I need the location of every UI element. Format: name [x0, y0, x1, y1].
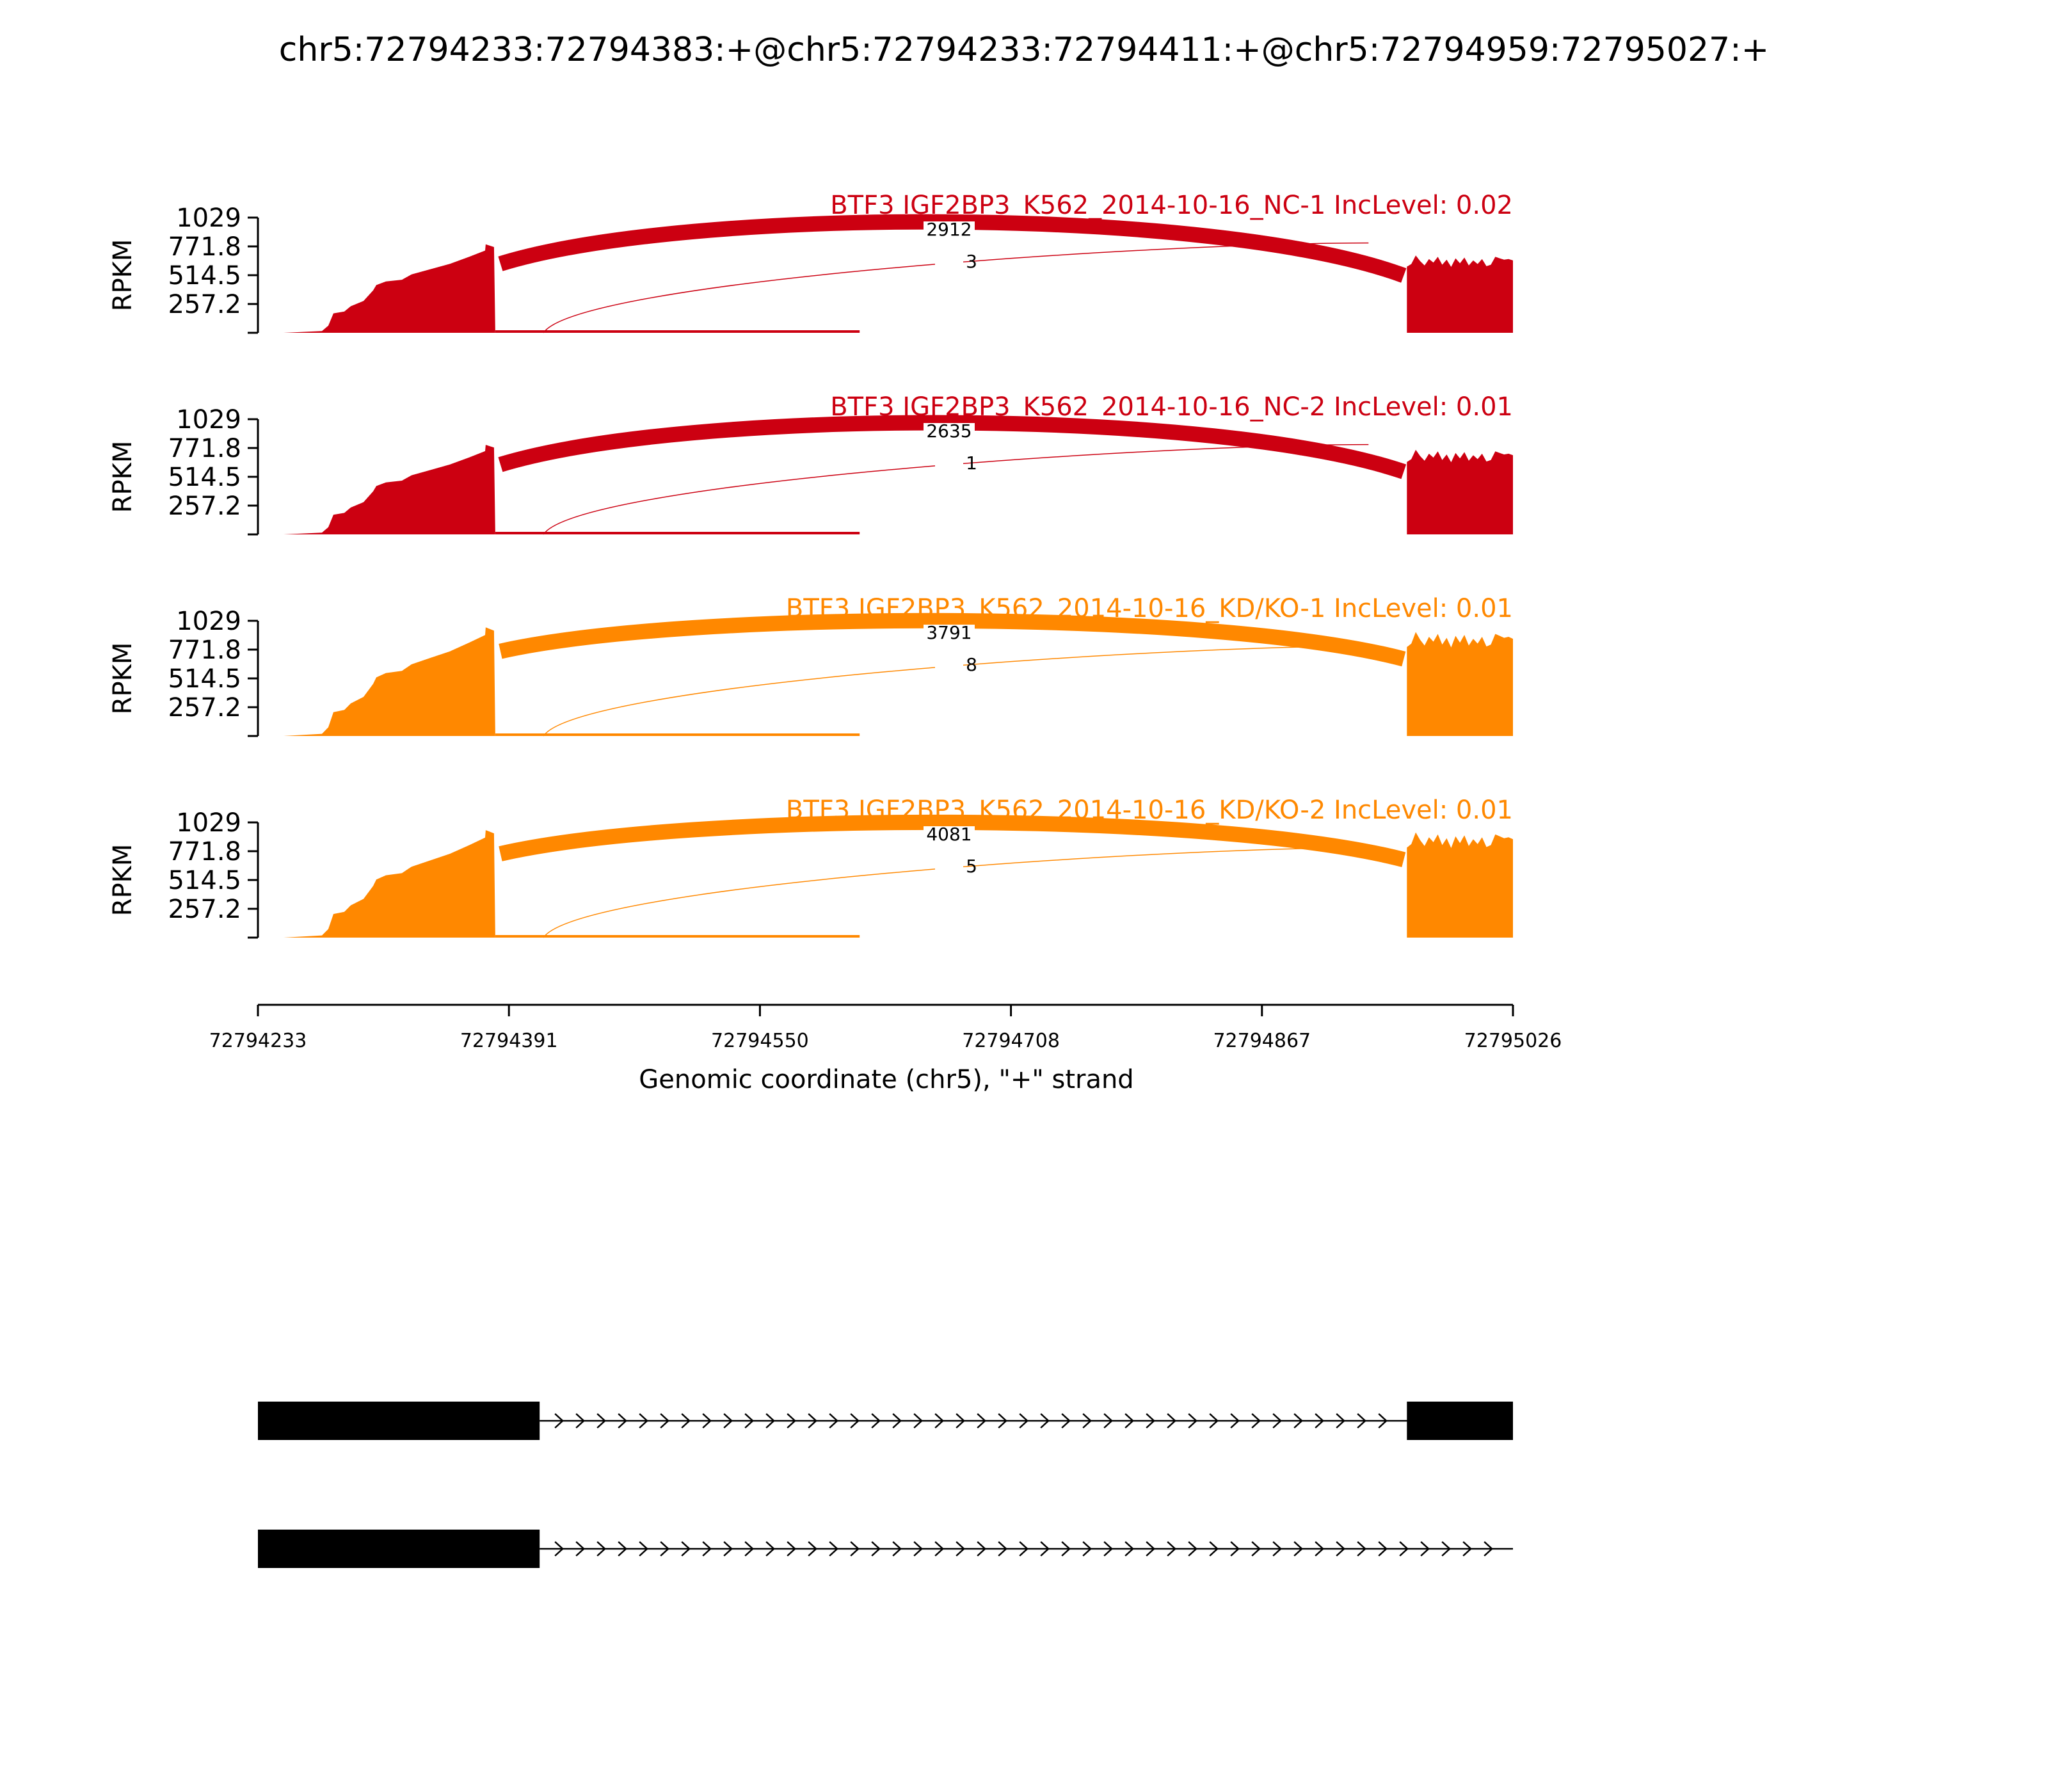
y-tick-label-3-0: 1029 — [176, 607, 241, 636]
junction-count-minor-2: 1 — [966, 452, 977, 474]
y-axis-label-1: RPKM — [108, 239, 138, 312]
coverage-low-3 — [495, 733, 860, 736]
y-tick-label-2-2: 514.5 — [168, 463, 241, 492]
y-tick-label-4-2: 514.5 — [168, 866, 241, 895]
junction-label-box-minor-1 — [935, 252, 963, 273]
y-tick-label-1-3: 257.2 — [168, 290, 241, 320]
y-tick-label-2-1: 771.8 — [168, 433, 241, 463]
junction-label-box-minor-3 — [935, 655, 963, 676]
y-axis-label-3: RPKM — [108, 642, 138, 715]
x-tick-label-1: 72794391 — [460, 1030, 558, 1052]
y-axis-label-4: RPKM — [108, 844, 138, 916]
junction-count-minor-3: 8 — [966, 654, 977, 675]
x-tick-label-3: 72794708 — [962, 1030, 1060, 1052]
junction-count-minor-1: 3 — [966, 251, 977, 272]
junction-count-main-2: 2635 — [926, 420, 972, 442]
x-tick-label-4: 72794867 — [1213, 1030, 1311, 1052]
junction-label-box-minor-2 — [935, 454, 963, 474]
x-tick-label-2: 72794550 — [711, 1030, 809, 1052]
coverage-exon3-1 — [1407, 255, 1513, 333]
junction-count-main-3: 3791 — [926, 622, 972, 643]
sample-label-2: BTF3 IGF2BP3_K562_2014-10-16_NC-2 IncLevel: 0.01 — [830, 392, 1513, 422]
y-tick-label-1-2: 514.5 — [168, 261, 241, 291]
junction-label-box-minor-4 — [935, 857, 963, 877]
coverage-low-2 — [495, 532, 860, 534]
x-tick-label-5: 72795026 — [1464, 1030, 1562, 1052]
junction-count-main-1: 2912 — [926, 219, 972, 240]
x-axis-label: Genomic coordinate (chr5), "+" strand — [639, 1065, 1134, 1094]
figure-title: chr5:72794233:72794383:+@chr5:72794233:72794411:+@chr5:72794959:72795027:+ — [278, 31, 1770, 69]
y-tick-label-4-1: 771.8 — [168, 836, 241, 867]
coverage-low-4 — [495, 935, 860, 938]
y-tick-label-1-1: 771.8 — [168, 232, 241, 262]
exon-block-2-1 — [258, 1530, 540, 1568]
y-tick-label-3-1: 771.8 — [168, 635, 241, 665]
y-tick-label-1-0: 1029 — [176, 204, 241, 233]
exon-block-1-2 — [1407, 1402, 1513, 1440]
junction-count-main-4: 4081 — [926, 824, 972, 845]
coverage-exon3-4 — [1407, 833, 1513, 938]
sample-label-3: BTF3 IGF2BP3_K562_2014-10-16_KD/KO-1 IncLevel: 0.01 — [785, 594, 1513, 623]
y-tick-label-3-2: 514.5 — [168, 664, 241, 694]
exon-block-1-1 — [258, 1402, 540, 1440]
y-tick-label-2-3: 257.2 — [168, 492, 241, 522]
coverage-low-1 — [495, 330, 860, 333]
coverage-exon3-2 — [1407, 450, 1513, 534]
junction-count-minor-4: 5 — [966, 856, 977, 877]
x-tick-label-0: 72794233 — [209, 1030, 307, 1052]
sample-label-1: BTF3 IGF2BP3_K562_2014-10-16_NC-1 IncLevel: 0.02 — [830, 191, 1513, 220]
y-tick-label-4-0: 1029 — [176, 808, 241, 838]
y-tick-label-4-3: 257.2 — [168, 895, 241, 925]
y-axis-label-2: RPKM — [108, 440, 138, 513]
y-tick-label-3-3: 257.2 — [168, 693, 241, 723]
y-tick-label-2-0: 1029 — [176, 405, 241, 435]
coverage-exon3-3 — [1407, 632, 1513, 737]
sample-label-4: BTF3 IGF2BP3_K562_2014-10-16_KD/KO-2 IncLevel: 0.01 — [785, 796, 1513, 825]
